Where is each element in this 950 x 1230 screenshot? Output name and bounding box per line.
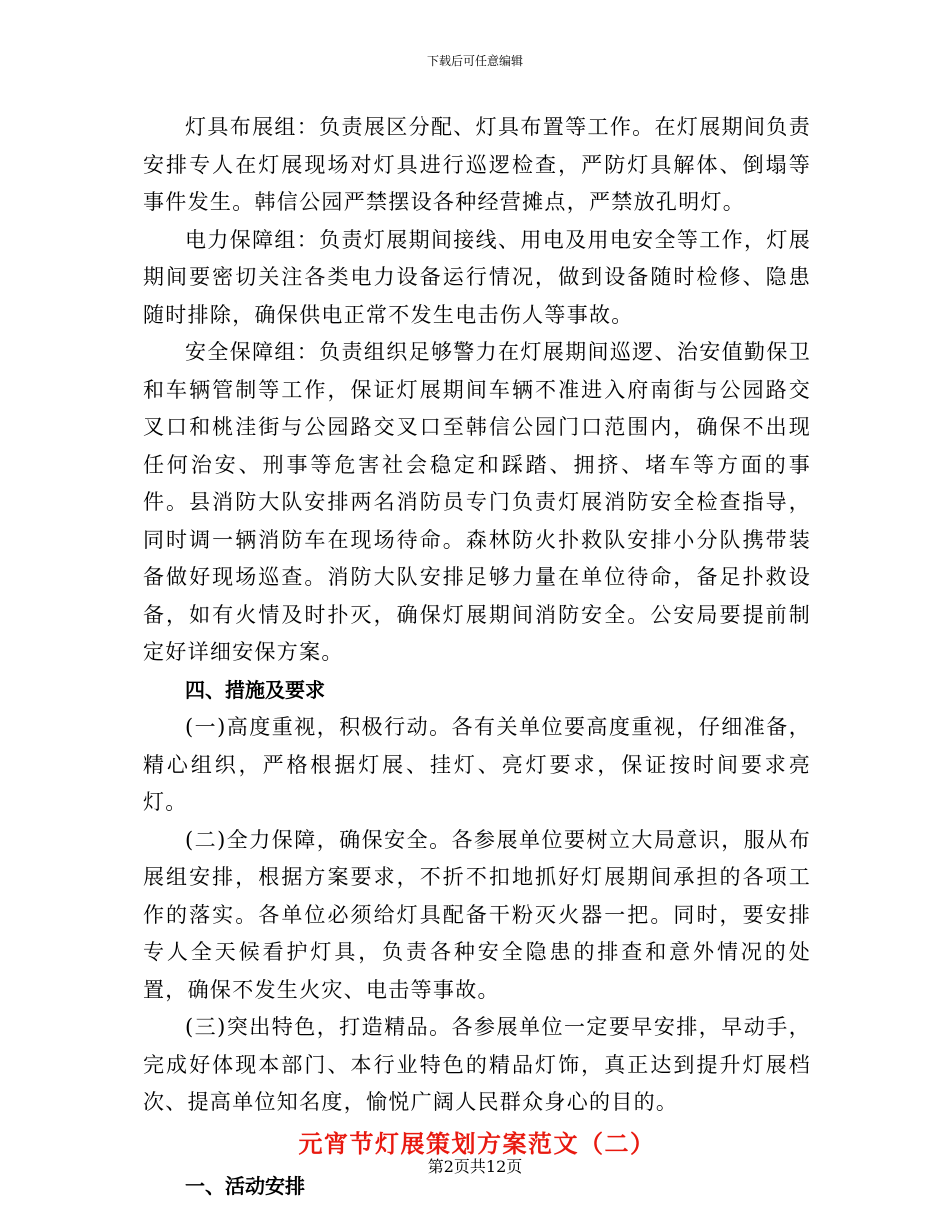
paragraph-power-support: 电力保障组：负责灯展期间接线、用电及用电安全等工作，灯展期间要密切关注各类电力设备运行情况，做到设备随时检修、隐患随时排除，确保供电正常不发生电击伤人等事故。 xyxy=(143,227,811,327)
header-note: 下载后可任意编辑 xyxy=(426,54,523,68)
document-body xyxy=(143,109,811,1205)
heading-measures: 四、措施及要求 xyxy=(185,677,325,702)
page-number: 第2页共12页 xyxy=(427,1157,523,1176)
requirement-item-3: (三)突出特色，打造精品。各参展单位一定要早安排，早动手，完成好体现本部门、本行业特色的精品灯饰，真正达到提升灯展档次、提高单位知名度，愉悦广阔人民群众身心的目的。 xyxy=(143,1015,811,1114)
paragraph-lighting-layout: 灯具布展组：负责展区分配、灯具布置等工作。在灯展期间负责安排专人在灯展现场对灯具进行巡逻检查，严防灯具解体、倒塌等事件发生。韩信公园严禁摆设各种经营摊点，严禁放孔明灯。 xyxy=(143,115,811,214)
paragraph-security-support: 安全保障组：负责组织足够警力在灯展期间巡逻、治安值勤保卫和车辆管制等工作，保证灯展期间车辆不准进入府南街与公园路交叉口和桃洼街与公园路交叉口至韩信公园门口范围内，确保不出现任何治安、刑事等危害社会稳定和踩踏、拥挤、堵车等方面的事件。县消防大队安排两名消防员专门负责灯展消防安全检查指导，同时调一辆消防车在现场待命。森林防火扑救队安排小分队携带装备做好现场巡查。消防大队安排足够力量在单位待命，备足扑救设备，如有火情及时扑灭，确保灯展期间消防安全。公安局要提前制定好详细安保方案。 xyxy=(143,340,811,664)
requirement-item-2: (二)全力保障，确保安全。各参展单位要树立大局意识，服从布展组安排，根据方案要求，不折不扣地抓好灯展期间承担的各项工作的落实。各单位必须给灯具配备干粉灭火器一把。同时，要安排专人全天候看护灯具，负责各种安全隐患的排查和意外情况的处置，确保不发生火灾、电击等事故。 xyxy=(143,827,811,1002)
heading-activity-arrangement: 一、活动安排 xyxy=(185,1173,305,1198)
requirement-item-1: (一)高度重视，积极行动。各有关单位要高度重视，仔细准备，精心组织，严格根据灯展、挂灯、亮灯要求，保证按时间要求亮灯。 xyxy=(143,715,811,814)
section-title: 元宵节灯展策划方案范文（二） xyxy=(298,1129,656,1158)
